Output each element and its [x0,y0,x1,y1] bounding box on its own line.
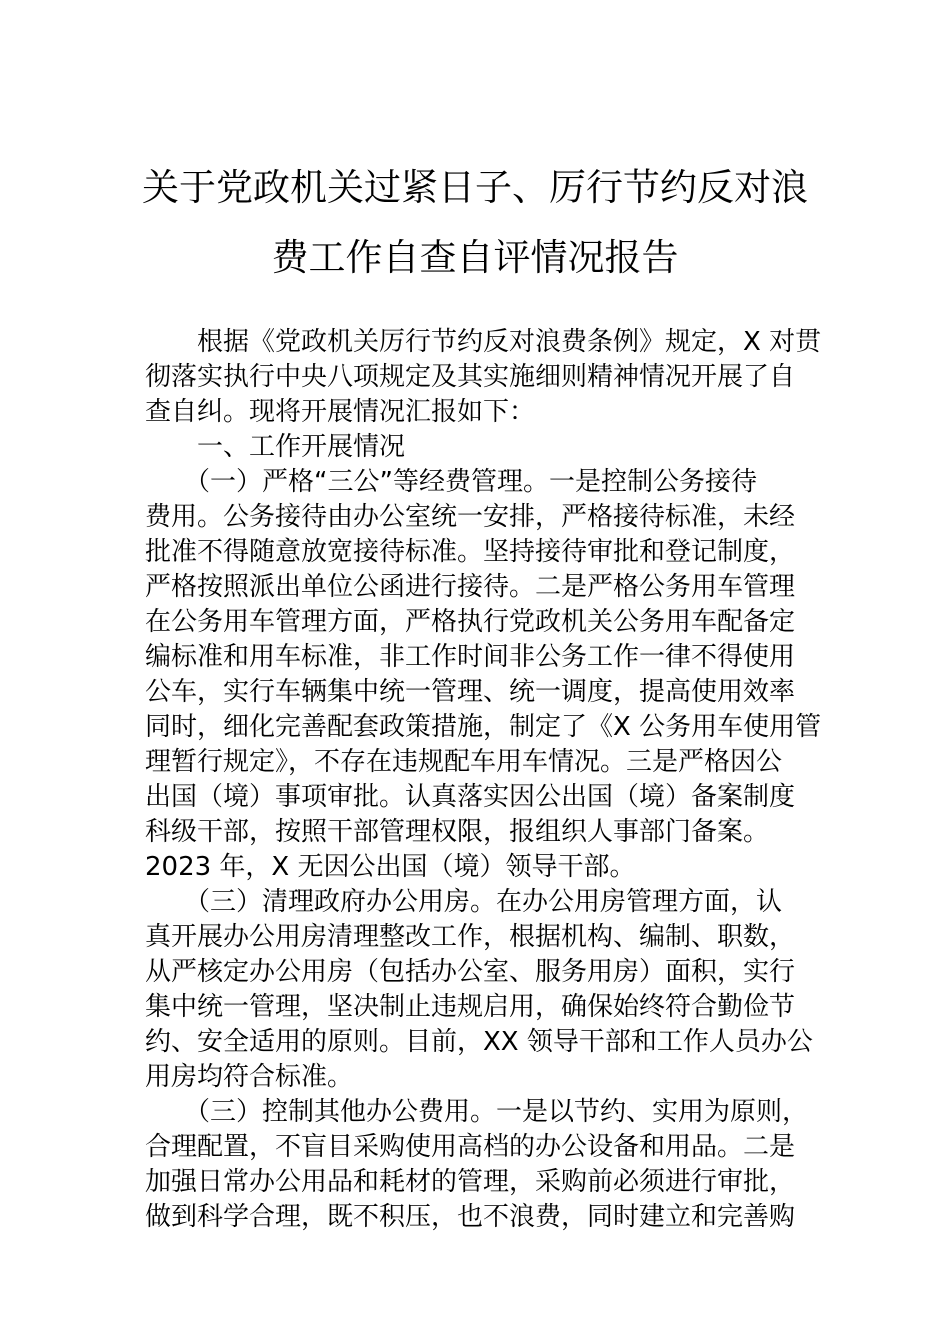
body-line: 2023 年，X 无因公出国（境）领导干部。 [145,852,636,882]
body-line: 真开展办公用房清理整改工作，根据机构、编制、职数， [145,922,796,952]
body-line: 同时，细化完善配套政策措施，制定了《X 公务用车使用管 [145,712,822,742]
section-heading: 一、工作开展情况 [145,432,406,462]
body-line: 严格按照派出单位公函进行接待。二是严格公务用车管理 [145,572,796,602]
body-line: 查自纠。现将开展情况汇报如下： [145,397,536,427]
document-title-line-1: 关于党政机关过紧日子、厉行节约反对浪 [142,166,808,209]
body-line: 彻落实执行中央八项规定及其实施细则精神情况开展了自 [145,362,796,392]
body-line: 公车，实行车辆集中统一管理、统一调度，提高使用效率 [145,677,796,707]
body-line: 根据《党政机关厉行节约反对浪费条例》规定，X 对贯 [145,327,822,357]
body-line: 编标准和用车标准，非工作时间非公务工作一律不得使用 [145,642,796,672]
body-line: 批准不得随意放宽接待标准。坚持接待审批和登记制度， [145,537,796,567]
body-line: 约、安全适用的原则。目前，XX 领导干部和工作人员办公 [145,1027,813,1057]
body-line: 合理配置，不盲目采购使用高档的办公设备和用品。二是 [145,1132,796,1162]
body-line: 费用。公务接待由办公室统一安排，严格接待标准，未经 [145,502,796,532]
body-line: 从严核定办公用房（包括办公室、服务用房）面积，实行 [145,957,796,987]
body-line: 做到科学合理，既不积压，也不浪费，同时建立和完善购 [145,1202,796,1232]
body-line: （三）清理政府办公用房。在办公用房管理方面，认 [145,887,783,917]
body-line: 理暂行规定》，不存在违规配车用车情况。三是严格因公 [145,747,783,777]
body-line: （三）控制其他办公费用。一是以节约、实用为原则， [145,1097,809,1127]
body-line: 科级干部，按照干部管理权限，报组织人事部门备案。 [145,817,770,847]
body-line: 在公务用车管理方面，严格执行党政机关公务用车配备定 [145,607,796,637]
document-title-line-2: 费工作自查自评情况报告 [271,236,679,279]
body-line: （一）严格“三公”等经费管理。一是控制公务接待 [145,467,757,497]
body-line: 加强日常办公用品和耗材的管理，采购前必须进行审批， [145,1167,796,1197]
body-line: 出国（境）事项审批。认真落实因公出国（境）备案制度 [145,782,796,812]
body-line: 集中统一管理，坚决制止违规启用，确保始终符合勤俭节 [145,992,796,1022]
body-line: 用房均符合标准。 [145,1062,354,1092]
